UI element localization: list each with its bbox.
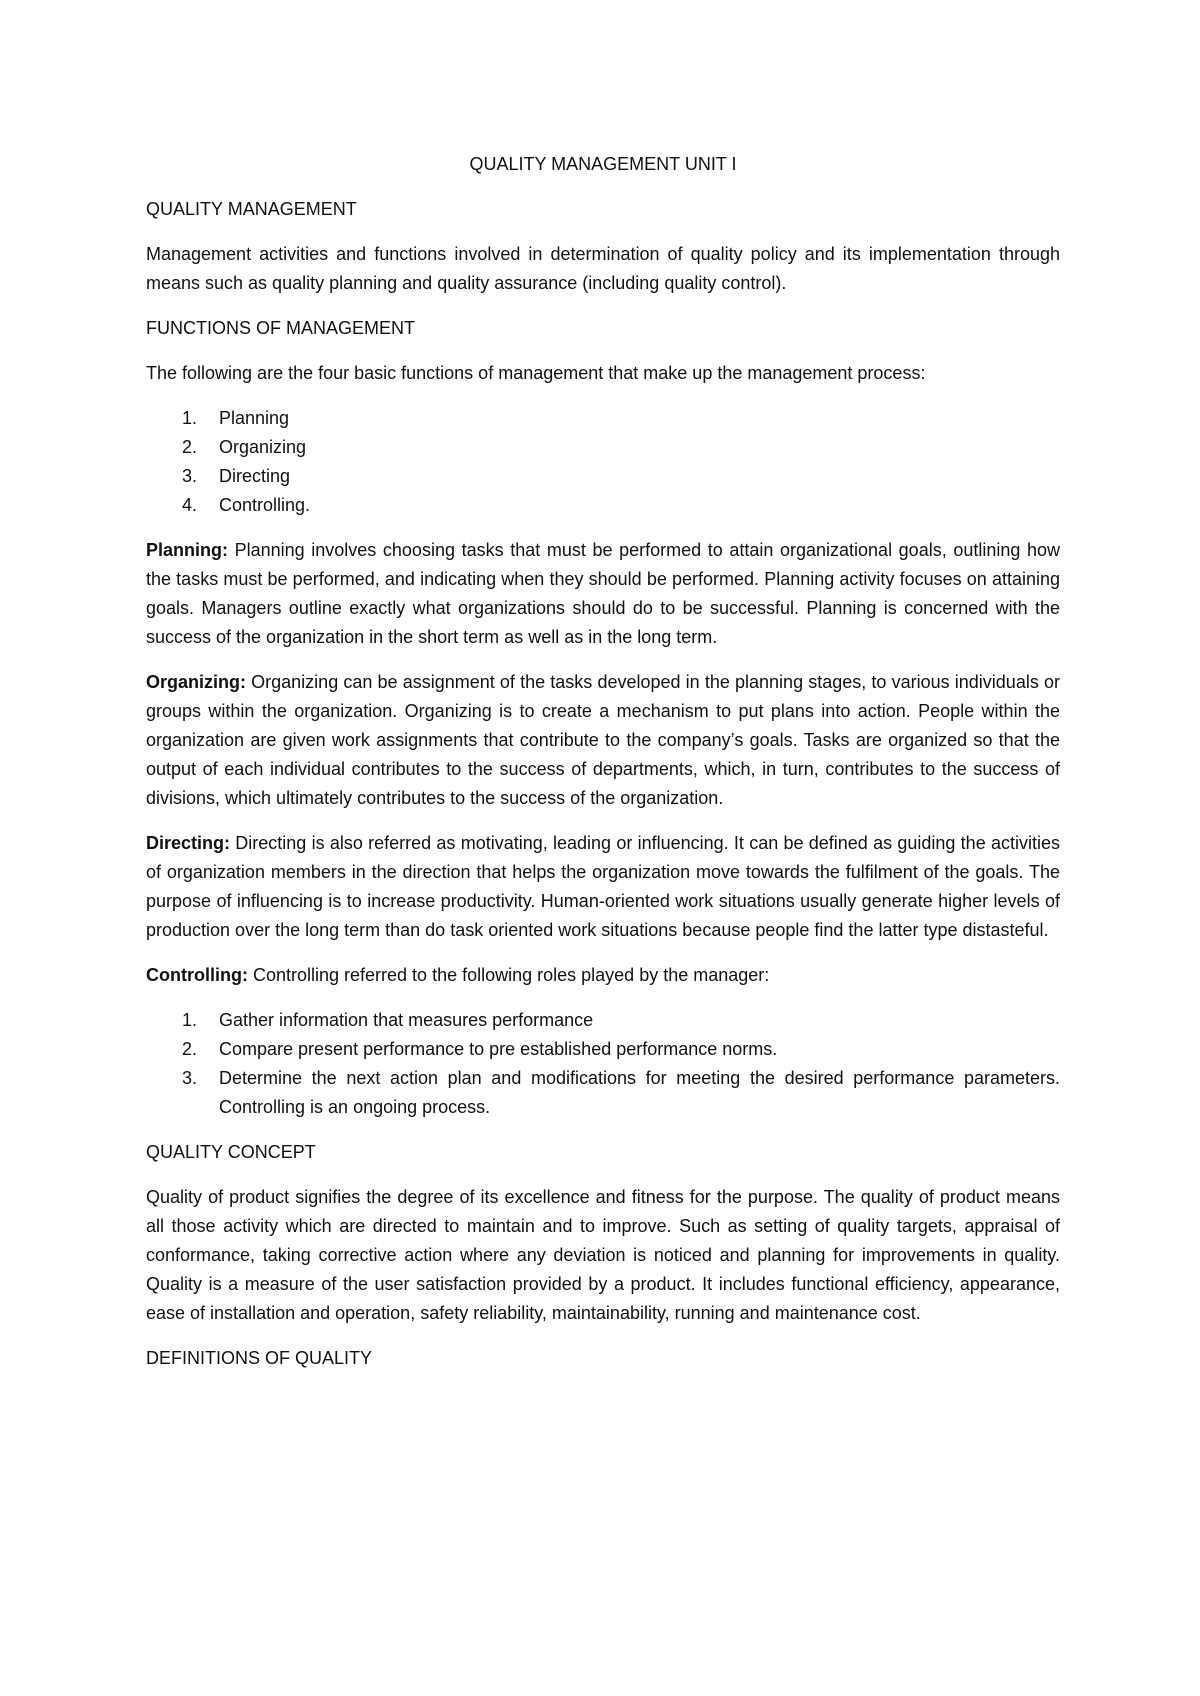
- list-text: Planning: [219, 408, 290, 428]
- functions-list: [146, 404, 1060, 520]
- organizing-text: Organizing can be assignment of the tasks developed in the planning stages, to various individuals or groups within the organization. Organizing is to create a mechanism to put plans into action. People within the organization are given work assignments that contribute to the company’s goals. Tasks are organized so that the output of each individual contributes to the success of departments, which, in turn, contributes to the success of divisions, which ultimately contributes to the success of the organization.: [146, 672, 1060, 808]
- para-functions-intro: The following are the four basic functions of management that make up the management process:: [146, 363, 926, 383]
- list-item: [146, 1006, 1060, 1035]
- para-quality-management: Management activities and functions involved in determination of quality policy and its implementation through means such as quality planning and quality assurance (including quality control).: [146, 244, 1060, 293]
- planning-text: Planning involves choosing tasks that must be performed to attain organizational goals, outlining how the tasks must be performed, and indicating when they should be performed. Planning activity focuses on attaining goals. Managers outline exactly what organizations should do to be successful. Planning is concerned with the success of the organization in the short term as well as in the long term.: [146, 540, 1060, 647]
- list-text: Controlling.: [219, 495, 311, 515]
- controlling-roles-list: [146, 1006, 1060, 1122]
- directing-label: Directing:: [146, 833, 231, 853]
- list-item: [146, 462, 1060, 491]
- heading-quality-concept: QUALITY CONCEPT: [146, 1142, 316, 1162]
- heading-definitions-of-quality: DEFINITIONS OF QUALITY: [146, 1348, 373, 1368]
- list-item: [146, 404, 1060, 433]
- para-controlling: [146, 961, 1060, 990]
- list-number: 2.: [182, 437, 198, 457]
- heading-functions-of-management: FUNCTIONS OF MANAGEMENT: [146, 318, 415, 338]
- list-item: [146, 1064, 1060, 1122]
- para-organizing: [146, 668, 1060, 813]
- list-number: 1.: [182, 408, 198, 428]
- heading-quality-management: QUALITY MANAGEMENT: [146, 199, 357, 219]
- list-item: [146, 433, 1060, 462]
- controlling-label: Controlling:: [146, 965, 248, 985]
- para-planning: [146, 536, 1060, 652]
- list-number: 1.: [182, 1010, 198, 1030]
- para-directing: [146, 829, 1060, 945]
- para-quality-concept: Quality of product signifies the degree of its excellence and fitness for the purpose. The quality of product means all those activity which are directed to maintain and to improve. Such as setting of quality targets, appraisal of conformance, taking corrective action where any deviation is noticed and planning for improvements in quality. Quality is a measure of the user satisfaction provided by a product. It includes functional efficiency, appearance, ease of installation and operation, safety reliability, maintainability, running and maintenance cost.: [146, 1187, 1060, 1323]
- list-item: [146, 1035, 1060, 1064]
- organizing-label: Organizing:: [146, 672, 246, 692]
- document-page: [146, 150, 1060, 1389]
- list-item: [146, 491, 1060, 520]
- list-text: Gather information that measures performance: [219, 1010, 594, 1030]
- list-number: 4.: [182, 495, 198, 515]
- list-text: Compare present performance to pre established performance norms.: [219, 1039, 778, 1059]
- list-text: Directing: [219, 466, 291, 486]
- list-number: 3.: [182, 466, 198, 486]
- controlling-text: Controlling referred to the following roles played by the manager:: [247, 965, 770, 985]
- list-text: Organizing: [219, 437, 307, 457]
- list-text: Determine the next action plan and modifications for meeting the desired performance parameters. Controlling is an ongoing process.: [219, 1068, 1060, 1117]
- directing-text: Directing is also referred as motivating, leading or influencing. It can be defined as guiding the activities of organization members in the direction that helps the organization move towards the fulfilment of the goals. The purpose of influencing is to increase productivity. Human-oriented work situations usually generate higher levels of production over the long term than do task oriented work situations because people find the latter type distasteful.: [146, 833, 1060, 940]
- document-title: QUALITY MANAGEMENT UNIT I: [469, 154, 737, 174]
- list-number: 2.: [182, 1039, 198, 1059]
- list-number: 3.: [182, 1068, 198, 1088]
- planning-label: Planning:: [146, 540, 228, 560]
